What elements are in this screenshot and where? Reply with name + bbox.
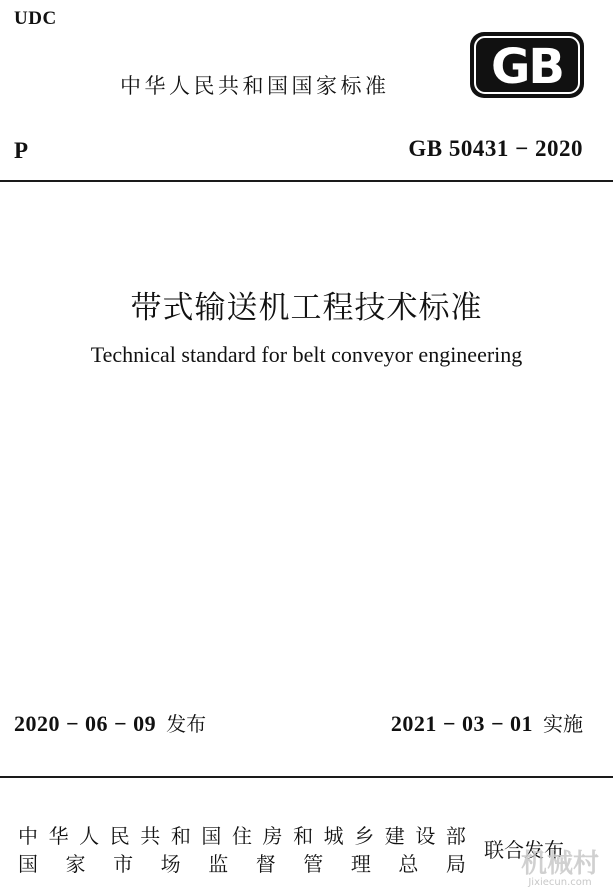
issue-date-line	[14, 708, 206, 737]
svg-text:GB: GB	[491, 39, 563, 95]
issuer-ministry-char: 建	[384, 824, 405, 848]
issuer-administration-char: 理	[350, 852, 371, 876]
issuer-administration-char: 家	[65, 852, 86, 876]
issuer-administration-char: 场	[160, 852, 181, 876]
issuer-ministry-char: 城	[323, 824, 344, 848]
issuer-ministry	[18, 820, 466, 849]
issuer-ministry-char: 乡	[354, 824, 375, 848]
issuer-ministry-char: 国	[201, 824, 222, 848]
issue-label: 发布	[166, 712, 207, 736]
issuer-administration-char: 国	[18, 852, 38, 876]
implement-date-line	[391, 708, 583, 737]
svg-text:Jixiecun.com: Jixiecun.com	[528, 877, 592, 888]
implement-label: 实施	[543, 712, 583, 736]
issuer-administration-char: 管	[303, 852, 324, 876]
issuer-ministry-char: 人	[79, 824, 100, 848]
implement-date: 2021 − 03 − 01	[390, 711, 533, 736]
issuer-ministry-char: 华	[48, 824, 69, 848]
issuer-administration	[18, 848, 466, 877]
title-english: Technical standard for belt conveyor engineering	[90, 342, 523, 367]
svg-text:机械村: 机械村	[520, 849, 600, 879]
issuer-ministry-char: 部	[445, 824, 466, 848]
bottom-divider	[0, 776, 613, 778]
issuer-administration-char: 监	[208, 852, 229, 876]
title-chinese: 带式输送机工程技术标准	[130, 290, 483, 326]
gb-logo-icon	[468, 30, 586, 100]
issuer-administration-char: 市	[113, 852, 134, 876]
joint-issue-label: 联合发布	[484, 838, 564, 862]
issuer-ministry-char: 共	[140, 824, 161, 848]
standard-number: GB 50431 − 2020	[408, 136, 583, 161]
issuer-ministry-char: 和	[293, 824, 314, 848]
issuer-administration-char: 局	[445, 852, 466, 876]
issuer-administration-char: 督	[255, 852, 276, 876]
issuer-ministry-char: 住	[231, 824, 252, 848]
top-divider	[0, 180, 613, 182]
national-standard-heading: 中华人民共和国国家标准	[120, 74, 390, 98]
issuer-ministry-char: 民	[109, 824, 130, 848]
watermark-logo	[508, 846, 608, 888]
classification-code: P	[14, 138, 29, 163]
issuer-ministry-char: 和	[170, 824, 191, 848]
issuer-ministry-char: 房	[262, 824, 283, 848]
issuer-ministry-char: 设	[415, 824, 436, 848]
issuer-administration-char: 总	[398, 852, 419, 876]
issue-date: 2020 − 06 − 09	[14, 711, 157, 736]
udc-label: UDC	[14, 8, 57, 29]
issuer-ministry-char: 中	[18, 824, 38, 848]
